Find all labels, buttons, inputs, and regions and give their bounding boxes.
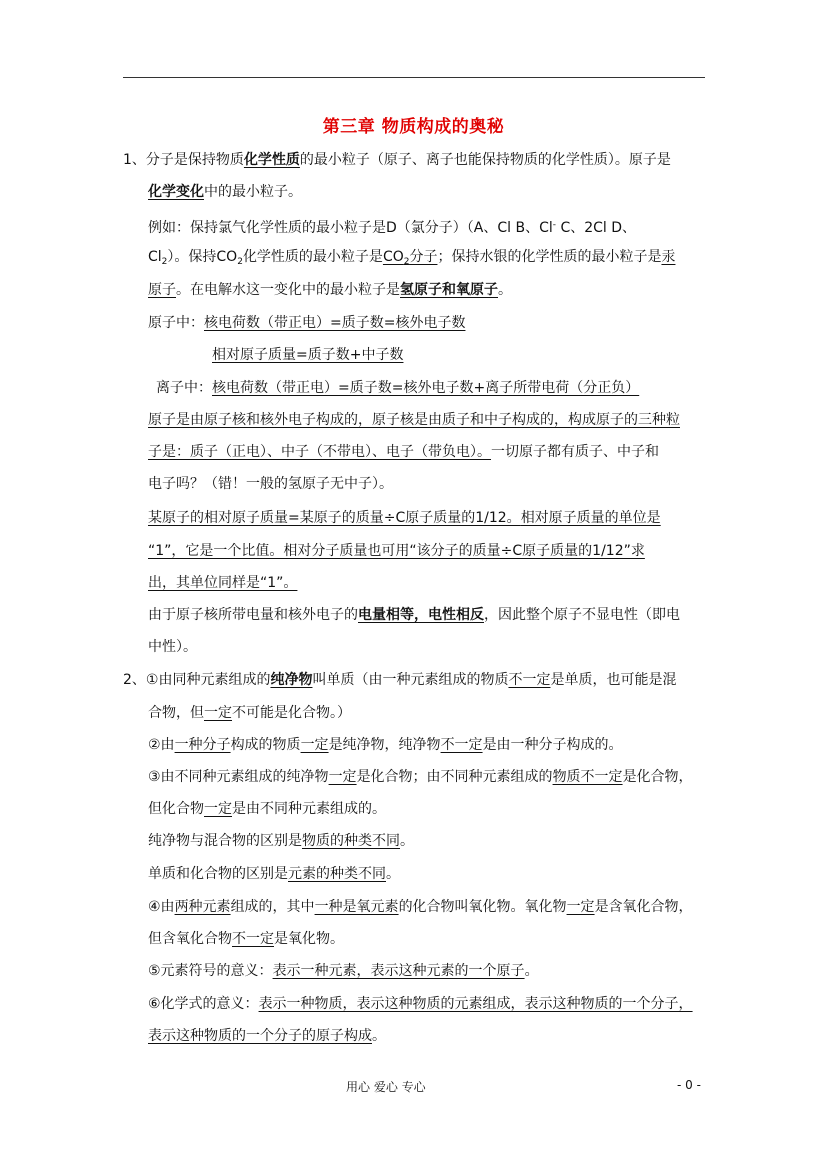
s1-line-5: 原子。在电解水这一变化中的最小粒子是氢原子和氧原子。 bbox=[148, 282, 512, 298]
s1-line-4: $Cl_2$）。保持$CO_2$化学性质的最小粒子是$CO_2$分子；保持水银的化学性质的最小粒子是汞 bbox=[148, 249, 676, 267]
s1-line-1: 1、分子是保持物质化学性质的最小粒子（原子、离子也能保持物质的化学性质）。原子是 bbox=[123, 152, 671, 168]
s2-line-4: ③由不同种元素组成的纯净物一定是化合物；由不同种元素组成的物质不一定是化合物， bbox=[148, 769, 693, 785]
s2-line-2: 合物，但一定不可能是化合物。） bbox=[148, 705, 351, 721]
s1-line-16: 中性）。 bbox=[148, 639, 197, 655]
s1-line-14: 出，其单位同样是“1”。 bbox=[148, 575, 298, 591]
s1-line-10: 子是：质子（正电）、中子（不带电）、电子（带负电）。一切原子都有质子、中子和 bbox=[148, 444, 659, 460]
s2-line-11: ⑥化学式的意义：表示一种物质，表示这种物质的元素组成，表示这种物质的一个分子， bbox=[148, 996, 693, 1012]
s2-line-9: 但含氧化合物不一定是氧化物。 bbox=[148, 931, 344, 947]
s2-line-7: 单质和化合物的区别是元素的种类不同。 bbox=[148, 866, 400, 882]
s1-relative-mass: 相对原子质量=质子数+中子数 bbox=[212, 347, 404, 363]
page-number: - 0 - bbox=[677, 1078, 701, 1092]
chapter-title: 第三章 物质构成的奥秘 bbox=[322, 117, 505, 137]
s1-line-15: 由于原子核所带电量和核外电子的电量相等，电性相反，因此整个原子不显电性（即电 bbox=[148, 607, 680, 623]
s1-line-11: 电子吗？（错！一般的氢原子无中子）。 bbox=[148, 476, 393, 492]
s1-line-13: “1”，它是一个比值。相对分子质量也可用“该分子的质量÷C原子质量的1/12”求 bbox=[148, 543, 645, 559]
footer-motto: 用心 爱心 专心 bbox=[346, 1080, 426, 1094]
s1-line-2: 化学变化中的最小粒子。 bbox=[148, 184, 302, 200]
s1-line-12: 某原子的相对原子质量=某原子的质量÷C原子质量的1/12。相对原子质量的单位是 bbox=[148, 510, 661, 526]
s2-line-12: 表示这种物质的一个分子的原子构成。 bbox=[148, 1028, 386, 1044]
s2-line-10: ⑤元素符号的意义：表示一种元素，表示这种元素的一个原子。 bbox=[148, 963, 539, 979]
s1-atom-relation: 原子中：核电荷数（带正电）=质子数=核外电子数 bbox=[148, 315, 466, 331]
s2-line-5: 但化合物一定是由不同种元素组成的。 bbox=[148, 801, 386, 817]
s2-line-1: 2、①由同种元素组成的纯净物叫单质（由一种元素组成的物质不一定是单质，也可能是混 bbox=[123, 672, 677, 688]
s1-example-line: 例如：保持氯气化学性质的最小粒子是D（氯分子）（A、Cl B、Cl- C、2Cl D、 bbox=[148, 220, 637, 236]
s2-line-8: ④由两种元素组成的，其中一种是氧元素的化合物叫氧化物。氧化物一定是含氧化合物， bbox=[148, 899, 693, 915]
s2-line-3: ②由一种分子构成的物质一定是纯净物，纯净物不一定是由一种分子构成的。 bbox=[148, 737, 623, 753]
s1-ion-relation: 离子中：核电荷数（带正电）=质子数=核外电子数+离子所带电荷（分正负） bbox=[156, 380, 640, 396]
s2-line-6: 纯净物与混合物的区别是物质的种类不同。 bbox=[148, 833, 414, 849]
s1-line-9: 原子是由原子核和核外电子构成的，原子核是由质子和中子构成的，构成原子的三种粒 bbox=[148, 412, 680, 428]
header-rule bbox=[123, 77, 705, 78]
